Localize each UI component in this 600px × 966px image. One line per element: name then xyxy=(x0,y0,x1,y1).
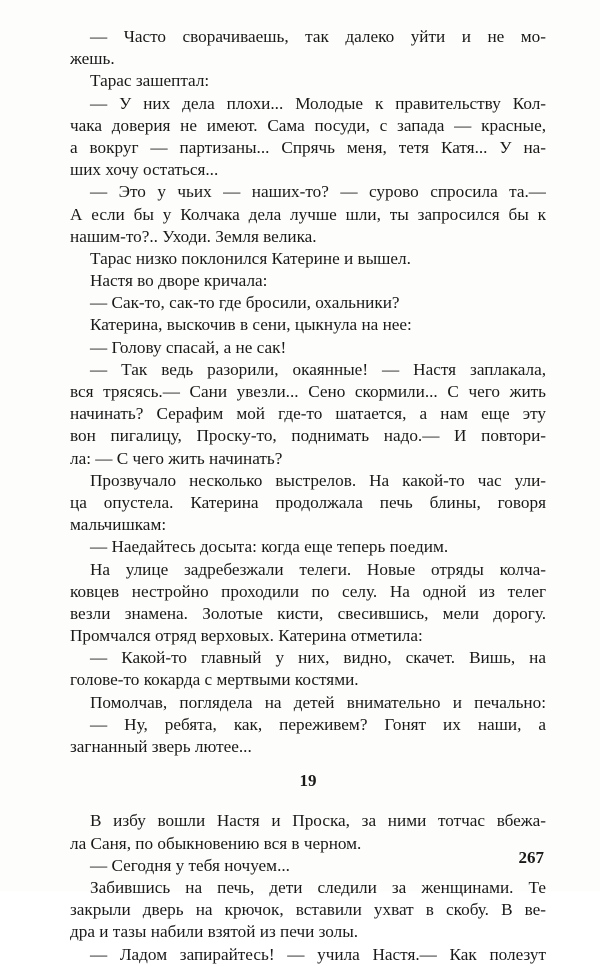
page-text xyxy=(70,26,546,966)
text-line: закрыли дверь на крючок, вставили ухват в скобу. В ве- xyxy=(70,900,546,920)
text-line: — Так ведь разорили, окаянные! — Настя заплакала, xyxy=(90,359,546,379)
text-line: везли знамена. Золотые кисти, свесившись, мели дорогу. xyxy=(70,603,546,623)
text-line: — Часто сворачиваешь, так далеко уйти и не мо- xyxy=(90,27,546,46)
text-line: Настя во дворе кричала: xyxy=(90,271,268,291)
text-line: — Голову спасай, а не сак! xyxy=(90,337,287,357)
text-line: вон пигалицу, Проску-то, поднимать надо.— И повтори- xyxy=(70,426,546,446)
text-line: чака доверия не имеют. Сама посуди, с запада — красные, xyxy=(70,115,546,135)
page-number: 267 xyxy=(518,848,544,867)
text-line: Прозвучало несколько выстрелов. На какой-то час ули- xyxy=(90,470,546,490)
text-line: ла: — С чего жить начинать? xyxy=(70,448,283,468)
text-line: ковцев нестройно проходили по селу. На одной из телег xyxy=(70,581,546,601)
chapter-number: 19 xyxy=(299,771,317,791)
text-line: нашим-то?.. Уходи. Земля велика. xyxy=(70,226,317,246)
text-line: Тарас низко поклонился Катерине и вышел. xyxy=(90,248,411,268)
text-line: Тарас зашептал: xyxy=(90,71,210,91)
text-line: начинать? Серафим мой где-то шатается, а нам еще эту xyxy=(70,404,546,424)
text-line: А если бы у Колчака дела лучше шли, ты запросился бы к xyxy=(70,204,546,224)
text-line: На улице задребезжали телеги. Новые отряды колча- xyxy=(90,559,546,579)
text-line: голове-то кокарда с мертвыми костями. xyxy=(70,670,359,690)
text-line: — Наедайтесь досыта: когда еще теперь поедим. xyxy=(90,537,449,557)
text-line: жешь. xyxy=(70,49,115,69)
text-line: загнанный зверь лютее... xyxy=(70,737,252,756)
text-line: — Сак-то, сак-то где бросили, охальники? xyxy=(90,293,400,313)
text-line: мальчишкам: xyxy=(70,515,167,535)
text-line: Помолчав, поглядела на детей внимательно и печально: xyxy=(90,692,546,712)
text-line: Промчался отряд верховых. Катерина отметила: xyxy=(70,626,423,646)
text-line: В избу вошли Настя и Проска, за ними тотчас вбежа- xyxy=(90,811,546,831)
text-line: — Это у чьих — наших-то? — сурово спросила та.— xyxy=(90,182,546,202)
text-line: — Ну, ребята, как, переживем? Гонят их наши, а xyxy=(90,714,546,734)
text-line: вся трясясь.— Сани увезли... Сено скормили... С чего жить xyxy=(70,382,546,401)
text-line: — У них дела плохи... Молодые к правительству Кол- xyxy=(90,93,546,113)
text-line: ла Саня, по обыкновению вся в черном. xyxy=(70,833,362,853)
text-line: ца опустела. Катерина продолжала печь блины, говоря xyxy=(70,492,546,512)
text-section-before-chapter xyxy=(70,26,546,758)
text-line: — Какой-то главный у них, видно, скачет. Вишь, на xyxy=(90,648,546,668)
text-line: Забившись на печь, дети следили за женщинами. Те xyxy=(90,877,546,897)
text-section-after-chapter xyxy=(70,810,546,965)
text-line: ших хочу остаться... xyxy=(70,160,219,180)
text-line: а вокруг — партизаны... Спрячь меня, тетя Катя... У на- xyxy=(70,137,546,157)
text-line: — Ладом запирайтесь! — учила Настя.— Как полезут xyxy=(90,944,546,964)
text-line: — Сегодня у тебя ночуем... xyxy=(90,855,290,875)
text-line: дра и тазы набили взятой из печи золы. xyxy=(70,922,359,942)
text-line: Катерина, выскочив в сени, цыкнула на нее: xyxy=(90,315,412,335)
